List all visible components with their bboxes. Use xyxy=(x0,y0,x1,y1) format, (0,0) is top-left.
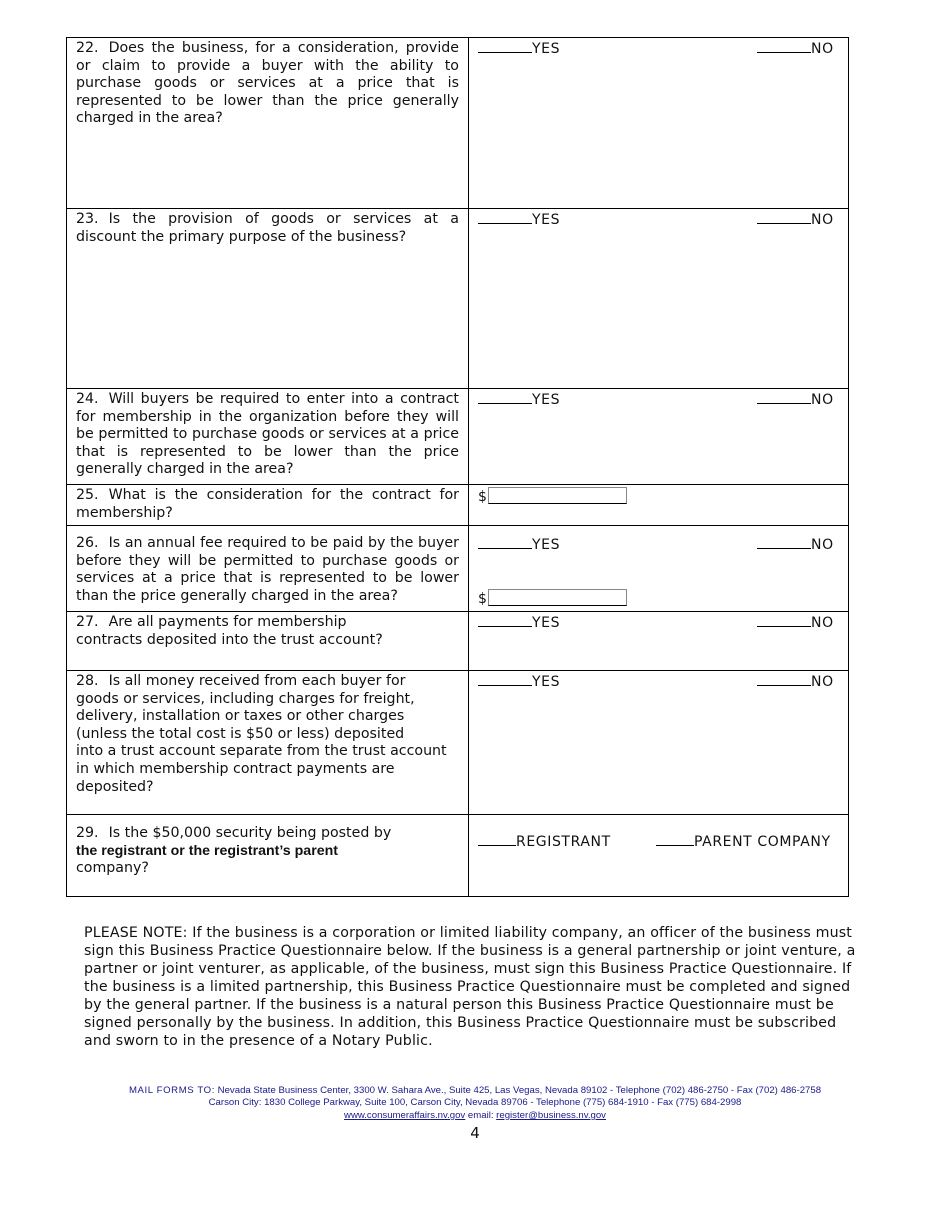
questionnaire-table xyxy=(66,37,849,897)
question-row-24 xyxy=(67,389,849,485)
website-link[interactable]: www.consumeraffairs.nv.gov xyxy=(344,1110,466,1121)
no-blank[interactable] xyxy=(757,391,811,404)
no-option[interactable]: NO xyxy=(757,536,834,553)
parent-company-option[interactable]: PARENT COMPANY xyxy=(656,833,831,850)
question-text: 28. Is all money received from each buyer for goods or services, including charges for freight, delivery, installation or taxes or other charges (unless the total cost is $50 or less) deposited into a trust account separate from the trust account in which membership contract payments are deposited? xyxy=(76,673,447,795)
registrant-blank[interactable] xyxy=(478,833,516,846)
yes-blank[interactable] xyxy=(478,614,532,627)
yes-blank[interactable] xyxy=(478,391,532,404)
no-option[interactable]: NO xyxy=(757,673,834,690)
question-row-29 xyxy=(67,815,849,897)
question-text: 22. Does the business, for a consideration, provide or claim to provide a buyer with the ability to purchase goods or services at a price that is represented to be lower than the price generally charged in the area? xyxy=(76,40,459,127)
footer-carson-line: Carson City: 1830 College Parkway, Suite 100, Carson City, Nevada 89706 - Telephone (775) 684-1910 - Fax (775) 684-2998 xyxy=(208,1097,742,1108)
email-link[interactable]: register@business.nv.gov xyxy=(496,1110,606,1121)
no-option[interactable]: NO xyxy=(757,40,834,57)
no-option[interactable]: NO xyxy=(757,391,834,408)
please-note-paragraph: PLEASE NOTE: If the business is a corporation or limited liability company, an officer of the business must sign this Business Practice Questionnaire below. If the business is a general partnership or joint venture, a partner or joint venturer, as applicable, of the business, must sign this Business Practice Questionnaire. If the business is a limited partnership, this Business Practice Questionnaire must be completed and signed by the general partner. If the business is a natural person this Business Practice Questionnaire must be signed personally by the business. In addition, this Business Practice Questionnaire must be subscribed and sworn to in the presence of a Notary Public. xyxy=(84,925,856,1049)
question-text: 27. Are all payments for membership contracts deposited into the trust account? xyxy=(76,614,383,648)
yes-blank[interactable] xyxy=(478,536,532,549)
question-row-22 xyxy=(67,38,849,209)
yes-option[interactable]: YES xyxy=(478,673,560,690)
no-option[interactable]: NO xyxy=(757,614,834,631)
question-text: 26. Is an annual fee required to be paid by the buyer before they will be permitted to purchase goods or services at a price that is represented to be lower than the price generally charged in the area? xyxy=(76,535,459,604)
question-row-26 xyxy=(67,526,849,612)
no-blank[interactable] xyxy=(757,673,811,686)
page-number: 4 xyxy=(470,1124,480,1142)
question-row-25 xyxy=(67,485,849,526)
question-row-27 xyxy=(67,612,849,671)
yes-blank[interactable] xyxy=(478,673,532,686)
registrant-option[interactable]: REGISTRANT xyxy=(478,833,611,850)
question-text: 23. Is the provision of goods or services at a discount the primary purpose of the business? xyxy=(76,211,459,245)
no-blank[interactable] xyxy=(757,536,811,549)
yes-blank[interactable] xyxy=(478,211,532,224)
no-blank[interactable] xyxy=(757,614,811,627)
question-row-23 xyxy=(67,209,849,389)
parent-company-blank[interactable] xyxy=(656,833,694,846)
yes-blank[interactable] xyxy=(478,40,532,53)
footer-links-line: www.consumeraffairs.nv.gov email: register@business.nv.gov xyxy=(344,1110,606,1121)
amount-field[interactable]: $ xyxy=(478,589,627,607)
no-blank[interactable] xyxy=(757,211,811,224)
no-option[interactable]: NO xyxy=(757,211,834,228)
yes-option[interactable]: YES xyxy=(478,211,560,228)
question-text: 25. What is the consideration for the contract for membership? xyxy=(76,487,459,521)
yes-option[interactable]: YES xyxy=(478,536,560,553)
no-blank[interactable] xyxy=(757,40,811,53)
yes-option[interactable]: YES xyxy=(478,391,560,408)
amount-input[interactable] xyxy=(488,487,627,504)
amount-input[interactable] xyxy=(488,589,627,606)
yes-option[interactable]: YES xyxy=(478,614,560,631)
question-text: 24. Will buyers be required to enter into a contract for membership in the organization before they will be permitted to purchase goods or services at a price that is represented to be lower than the price generally charged in the area? xyxy=(76,391,459,478)
yes-option[interactable]: YES xyxy=(478,40,560,57)
footer-mail-line: MAIL FORMS TO: Nevada State Business Center, 3300 W. Sahara Ave., Suite 425, Las Vegas, Nevada 89102 - Telephone (702) 486-2750 - Fax (702) 486-2758 xyxy=(128,1085,822,1096)
amount-field[interactable]: $ xyxy=(478,487,627,505)
question-text: 29. Is the $50,000 security being posted by the registrant or the registrant’s parent company? xyxy=(76,825,392,877)
question-row-28 xyxy=(67,671,849,815)
